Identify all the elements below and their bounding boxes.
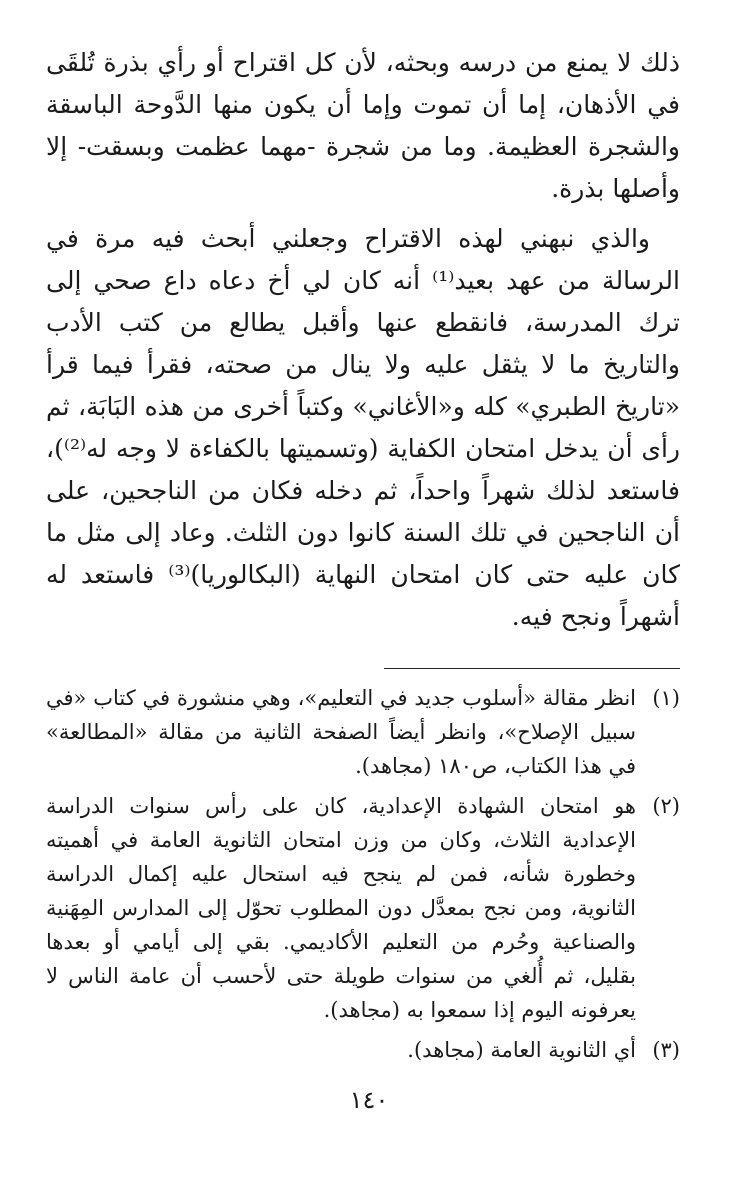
footnote-number: (٣) [652, 1038, 680, 1062]
paragraph: والذي نبهني لهذه الاقتراح وجعلني أبحث فيه مرة في الرسالة من عهد بعيد⁽¹⁾ أنه كان لي أخ دعاه داع صحي إلى ترك المدرسة، فانقطع عنها وأقبل يطالع من كتب الأدب والتاريخ ما لا يثقل عليه ولا ينال من صحته، فقرأ فيما قرأ «تاريخ الطبري» كله و«الأغاني» وكتباً أخرى من هذه البَابَة، ثم رأى أن يدخل امتحان الكفاية (وتسميتها بالكفاءة لا وجه له⁽²⁾)، فاستعد لذلك شهراً واحداً، ثم دخله فكان من الناجحين، على أن الناجحين في تلك السنة كانوا دون الثلث. وعاد إلى مثل ما كان عليه حتى كان امتحان النهاية (البكالوريا)⁽³⁾ فاستعد له أشهراً ونجح فيه. [46, 224, 681, 631]
footnote [46, 681, 680, 783]
page-number: ١٤٠ [349, 1086, 389, 1114]
footnote-number: (٢) [652, 794, 680, 818]
footnote [46, 1033, 680, 1067]
book-page [46, 42, 680, 1193]
paragraph: ذلك لا يمنع من درسه وبحثه، لأن كل اقتراح أو رأي بذرة تُلقَى في الأذهان، إما أن تموت وإما أن يكون منها الدَّوحة الباسقة والشجرة العظيمة. وما من شجرة -مهما عظمت وبسقت- إلا وأصلها بذرة. [46, 48, 680, 203]
footnote-text: انظر مقالة «أسلوب جديد في التعليم»، وهي منشورة في كتاب «في سبيل الإصلاح»، وانظر أيضاً الصفحة الثانية من مقالة «المطالعة» في هذا الكتاب، ص١٨٠ (مجاهد). [46, 686, 636, 778]
footnote [46, 789, 680, 1027]
footnote-number: (١) [652, 686, 680, 710]
footnote-separator [384, 668, 680, 669]
main-text [46, 42, 680, 638]
footnote-text: هو امتحان الشهادة الإعدادية، كان على رأس سنوات الدراسة الإعدادية الثلاث، وكان من وزن امتحان الثانوية العامة في أهميته وخطورة شأنه، فمن لم ينجح فيه استحال عليه إكمال الدراسة الثانوية، ومن نجح بمعدَّل دون المطلوب تحوّل إلى المدارس المِهَنية والصناعية وحُرم من التعليم الأكاديمي. بقي إلى أيامي أو بعدها بقليل، ثم أُلغي من سنوات طويلة حتى لأحسب أن عامة الناس لا يعرفونه اليوم إذا سمعوا به (مجاهد). [46, 794, 636, 1022]
footnote-text: أي الثانوية العامة (مجاهد). [407, 1038, 636, 1062]
footnotes [46, 681, 680, 1067]
